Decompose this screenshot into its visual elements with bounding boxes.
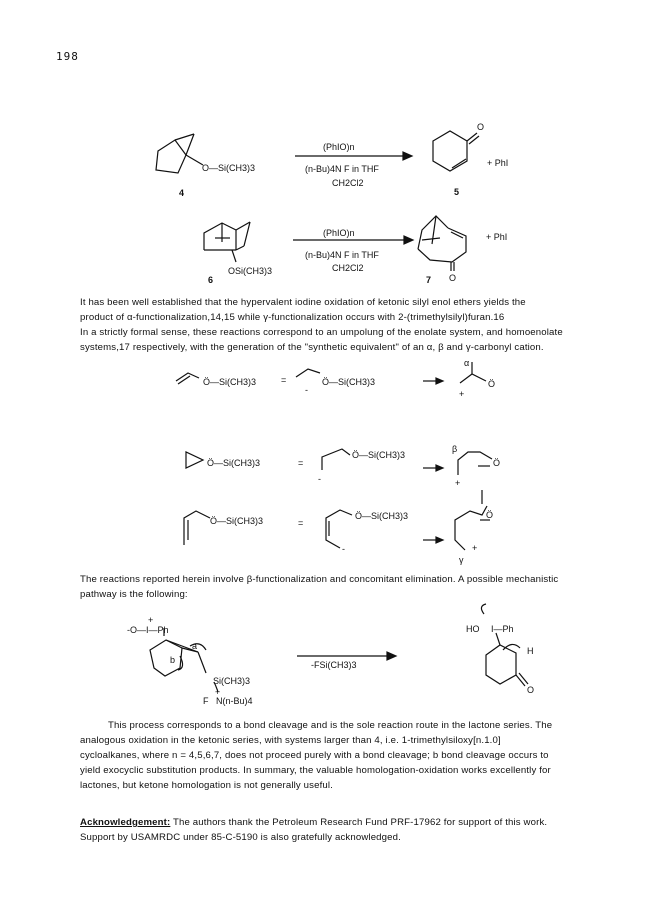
paragraph-discussion-line: yield exocyclic substitution products. In summary, the valuable homologation-oxidation works excellently for	[80, 765, 551, 776]
ammonium-ion: N(n-Bu)4	[216, 696, 253, 706]
reagent-fluoride-1: (n-Bu)4N F in THF	[305, 164, 379, 174]
paragraph-discussion-line: analogous oxidation in the ketonic series, with systems larger than 4, i.e. 1-trimethylsiloxy[n.1.0]	[80, 735, 501, 746]
reagent-phio-1: (PhIO)n	[323, 142, 355, 152]
positive-charge: +	[459, 389, 465, 399]
paragraph-mechanism-line: The reactions reported herein involve β-functionalization and concomitant elimination. A possible mechanistic	[80, 574, 559, 585]
equals-sign: =	[281, 375, 287, 385]
page-number: 198	[56, 50, 79, 63]
compound-number-5: 5	[454, 187, 460, 197]
paragraph-discussion-line: This process corresponds to a bond cleavage and is the sole reaction route in the lactone series. The	[108, 720, 553, 731]
hydrogen-label: H	[527, 646, 534, 656]
paragraph-mechanism-line: pathway is the following:	[80, 589, 188, 600]
paragraph-discussion	[80, 718, 620, 793]
acknowledgement-text: The authors thank the Petroleum Research Fund PRF-17962 for support of this work.	[170, 817, 548, 828]
paragraph-intro-line: product of α-functionalization,14,15 while γ-functionalization occurs with 2-(trimethylsilyl)furan.16	[80, 312, 505, 323]
paragraph-intro-line: In a strictly formal sense, these reactions correspond to an umpolung of the enolate system, and homoenolate	[80, 327, 563, 338]
reagent-solvent-2: CH2Cl2	[332, 263, 364, 273]
alpha-label: α	[464, 358, 470, 368]
carbonyl-oxygen: Ö	[488, 379, 496, 389]
silyl-ether-label: Ö—Si(CH3)3	[352, 450, 406, 460]
lactone-ring-left	[150, 640, 182, 676]
arrow-hydride	[503, 644, 520, 650]
negative-charge: -	[318, 474, 321, 484]
carbonyl-oxygen-7: O	[449, 273, 457, 283]
acknowledgement-line: Support by USAMRDC under 85-C-5190 is also gratefully acknowledged.	[80, 832, 401, 843]
beta-label: β	[452, 444, 458, 454]
silyl-group: Si(CH3)3	[213, 676, 251, 686]
equals-sign: =	[298, 518, 304, 528]
carbonyl-oxygen: Ö	[486, 510, 494, 520]
carbonyl-oxygen: Ö	[493, 458, 501, 468]
arrow-cleavage	[481, 604, 486, 614]
reagent-solvent-1: CH2Cl2	[332, 178, 364, 188]
lactone-ring-right	[486, 645, 516, 684]
paragraph-discussion-line: cycloalkanes, where n = 4,5,6,7, does not proceed purely with a bond cleavage; b bond cleavage occurs to	[80, 750, 549, 761]
reagent-fluoride-2: (n-Bu)4N F in THF	[305, 250, 379, 260]
positive-charge: +	[472, 543, 478, 553]
carbonyl-oxygen: O	[527, 685, 535, 695]
byproduct-phi-2: + PhI	[486, 232, 508, 242]
silyl-ether-label: Ö—Si(CH3)3	[210, 516, 264, 526]
gamma-label: γ	[459, 555, 464, 565]
compound-number-7: 7	[426, 275, 432, 285]
negative-charge: -	[342, 544, 345, 554]
reagent-phio-2: (PhIO)n	[323, 228, 355, 238]
positive-charge: +	[455, 478, 461, 488]
positive-charge: +	[215, 687, 221, 697]
paragraph-intro-line: It has been well established that the hypervalent iodine oxidation of ketonic silyl enol ethers yields the	[80, 297, 526, 308]
equals-sign: =	[298, 458, 304, 468]
paragraph-intro-line: systems,17 respectively, with the generation of the "synthetic equivalent" of an α, β and γ-carbonyl cation.	[80, 342, 544, 353]
negative-charge: -	[305, 385, 308, 395]
byproduct-phi-1: + PhI	[487, 158, 509, 168]
acknowledgement-heading: Acknowledgement:	[80, 817, 171, 828]
silyl-ether-label: Ö—Si(CH3)3	[207, 458, 261, 468]
silyl-ether-label: Ö—Si(CH3)3	[355, 511, 409, 521]
bond-label-b: b	[170, 655, 176, 665]
hydroxy-group: HO	[466, 624, 480, 634]
phenyliodine-group: I—Ph	[491, 624, 514, 634]
silyl-ether-group-2: OSi(CH3)3	[228, 266, 273, 276]
elimination-label: -FSi(CH3)3	[311, 660, 357, 670]
acknowledgement-line	[80, 815, 625, 830]
acknowledgement-section	[80, 815, 625, 845]
carbonyl-oxygen-5: O	[477, 122, 485, 132]
bond-label-a: a	[192, 641, 198, 651]
positive-charge: +	[148, 615, 154, 625]
compound-number-6: 6	[208, 275, 214, 285]
silyl-ether-group-1: O—Si(CH3)3	[202, 163, 256, 173]
iodonium-group: -O—I—Ph	[127, 625, 169, 635]
silyl-ether-label: Ö—Si(CH3)3	[203, 377, 257, 387]
compound-number-4: 4	[179, 188, 185, 198]
paragraph-discussion-line: lactones, but ketone homologation is not generally useful.	[80, 780, 333, 791]
silyl-ether-label: Ö—Si(CH3)3	[322, 377, 376, 387]
fluoride-ion: F	[203, 696, 209, 706]
